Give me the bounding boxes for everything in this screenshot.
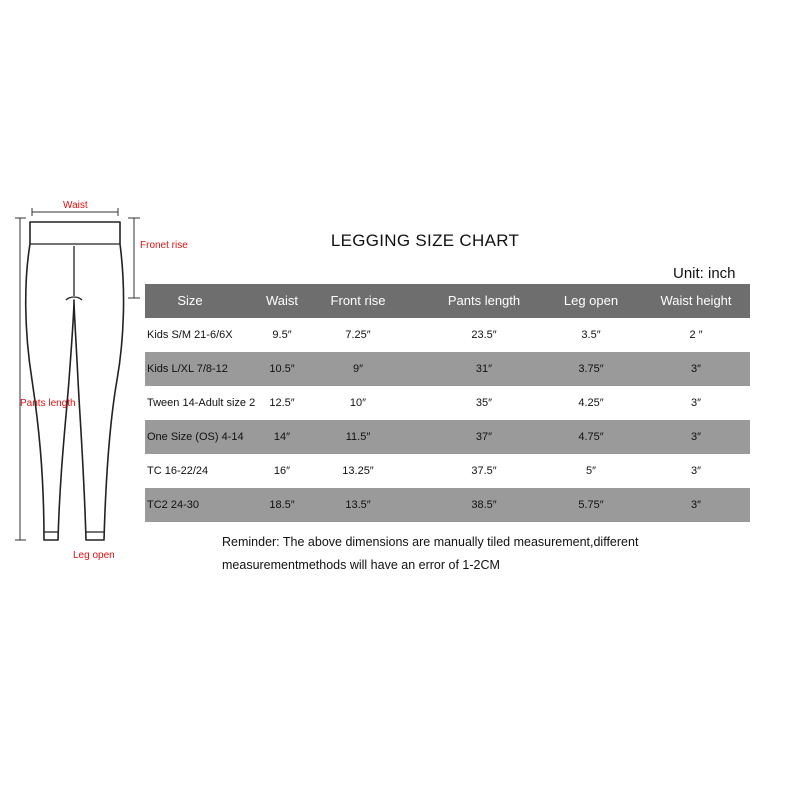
leg-open-cell: 5.75″	[578, 499, 604, 511]
waist-height-cell: 2 ″	[689, 329, 703, 341]
leg-open-label: Leg open	[73, 550, 115, 561]
header-waist: Waist	[265, 293, 299, 308]
reminder-line-2: measurementmethods will have an error of 1-2CM	[222, 558, 500, 572]
waist-cell: 16″	[273, 465, 291, 477]
waist-cell: 18.5″	[269, 499, 295, 511]
size-cell: One Size (OS) 4-14	[147, 431, 244, 443]
leg-open-cell: 5″	[585, 465, 596, 477]
front-rise-cell: 13.25″	[342, 465, 374, 477]
pants-length-cell: 23.5″	[471, 329, 497, 341]
header-pants-length: Pants length	[447, 293, 521, 308]
waist-label: Waist	[63, 200, 88, 211]
size-cell: TC2 24-30	[147, 499, 199, 511]
table-row	[145, 488, 750, 522]
front-rise-cell: 7.25″	[345, 329, 371, 341]
header-front-rise: Front rise	[330, 293, 386, 308]
size-cell: Tween 14-Adult size 2	[147, 397, 256, 409]
waist-height-cell: 3″	[690, 431, 701, 443]
front-rise-cell: 13.5″	[345, 499, 371, 511]
waist-height-cell: 3″	[690, 363, 701, 375]
header-leg-open: Leg open	[563, 293, 619, 308]
table-row	[145, 454, 750, 488]
leg-open-cell: 3.5″	[581, 329, 601, 341]
front-rise-cell: 9″	[352, 363, 363, 375]
reminder-line-1: Reminder: The above dimensions are manually tiled measurement,different	[222, 535, 639, 549]
table-row	[145, 420, 750, 454]
waist-cell: 14″	[273, 431, 291, 443]
table-row	[145, 386, 750, 420]
front-rise-label: Fronet rise	[140, 240, 188, 251]
pants-length-cell: 37.5″	[471, 465, 497, 477]
leg-open-cell: 4.25″	[578, 397, 604, 409]
leg-open-cell: 3.75″	[578, 363, 604, 375]
waist-cell: 10.5″	[269, 363, 295, 375]
unit-label: Unit: inch	[673, 265, 736, 282]
pants-length-label: Pants length	[20, 398, 76, 409]
size-cell: Kids S/M 21-6/6X	[147, 329, 233, 341]
waist-height-cell: 3″	[690, 465, 701, 477]
waist-cell: 9.5″	[272, 329, 292, 341]
size-cell: Kids L/XL 7/8-12	[147, 363, 228, 375]
waist-height-cell: 3″	[690, 397, 701, 409]
chart-title: LEGGING SIZE CHART	[330, 231, 520, 250]
pants-length-cell: 38.5″	[471, 499, 497, 511]
size-cell: TC 16-22/24	[147, 465, 209, 477]
leg-open-cell: 4.75″	[578, 431, 604, 443]
waist-cell: 12.5″	[269, 397, 295, 409]
pants-length-cell: 35″	[475, 397, 493, 409]
table-header-row	[145, 284, 750, 318]
waist-height-cell: 3″	[690, 499, 701, 511]
header-waist-height: Waist height	[660, 293, 732, 308]
table-row	[145, 318, 750, 352]
size-chart-table	[145, 284, 750, 522]
front-rise-cell: 11.5″	[345, 431, 371, 443]
front-rise-cell: 10″	[349, 397, 367, 409]
table-row	[145, 352, 750, 386]
header-size: Size	[177, 293, 203, 308]
pants-length-cell: 37″	[475, 431, 493, 443]
pants-length-cell: 31″	[475, 363, 493, 375]
